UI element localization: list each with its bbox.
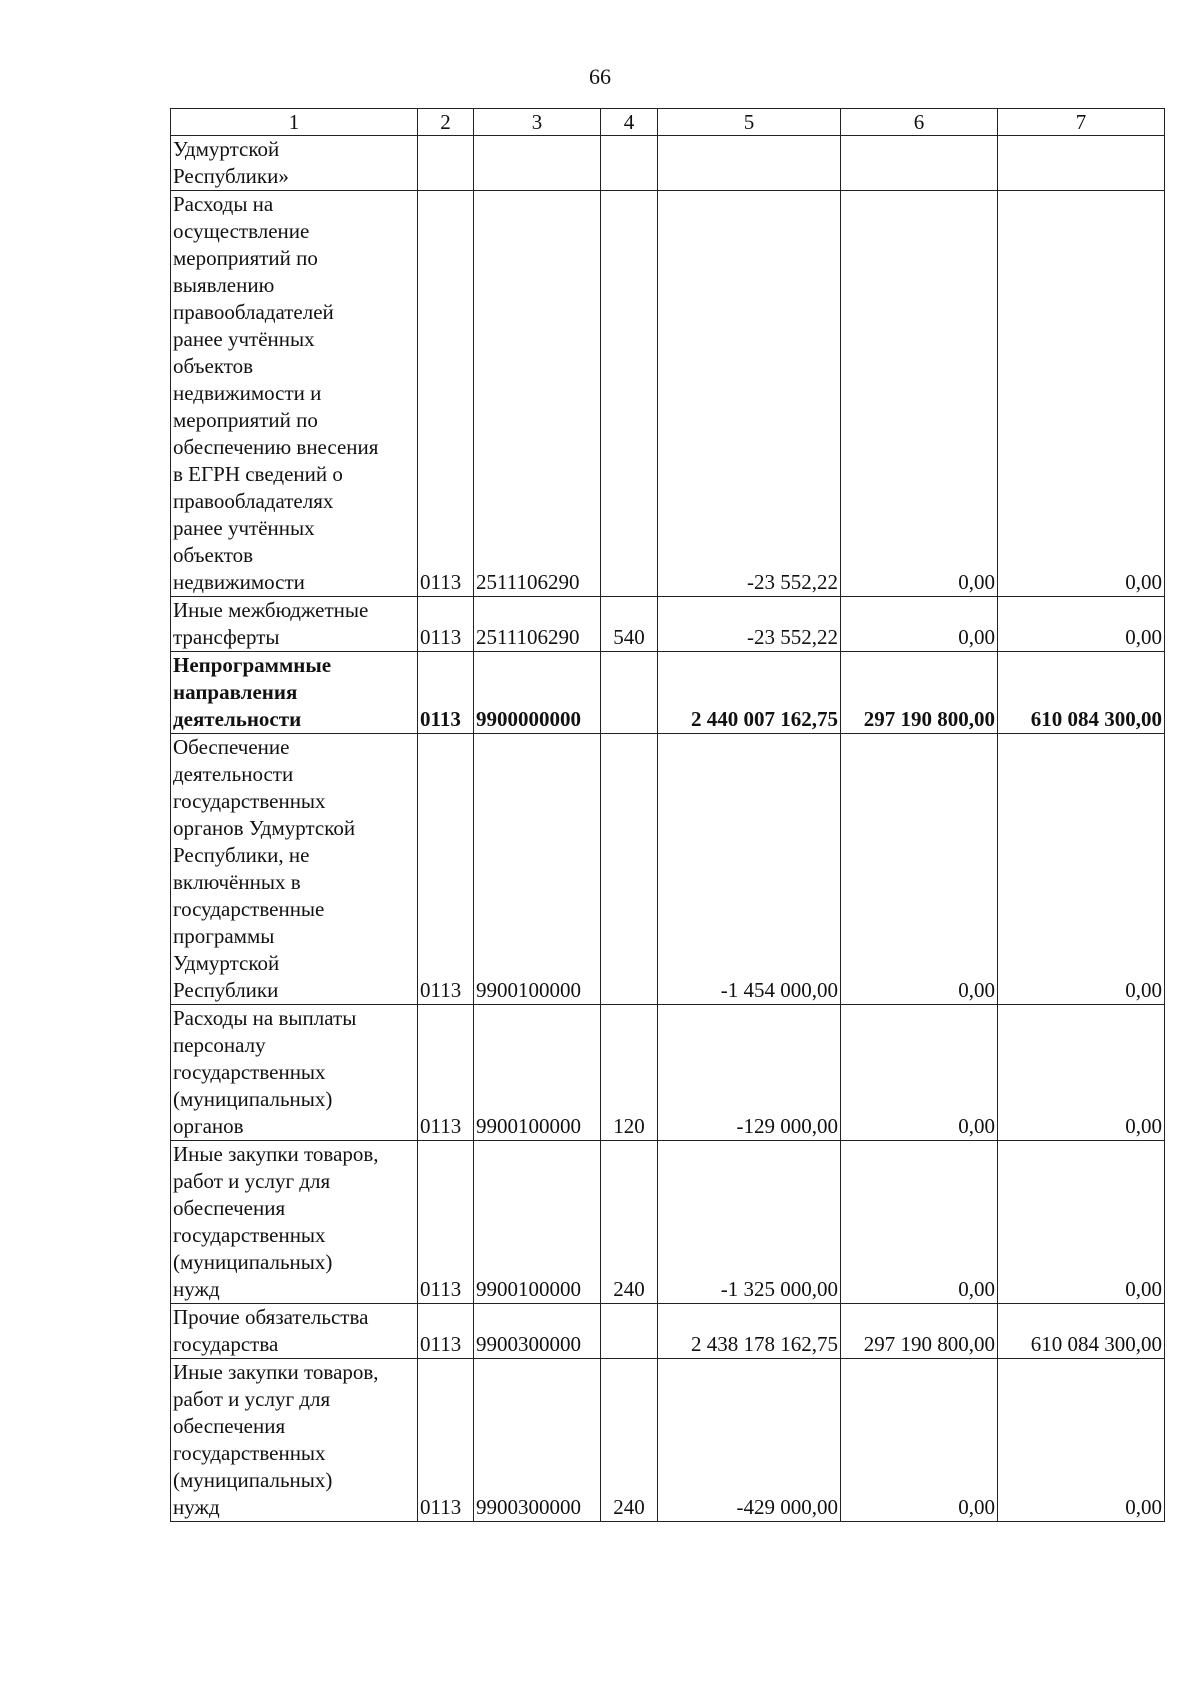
row-name — [171, 1141, 418, 1304]
amount-col5: 2 438 178 162,75 — [658, 1304, 841, 1359]
expense-type: 240 — [601, 1359, 658, 1522]
column-header: 4 — [601, 109, 658, 136]
row-name-line: мероприятий по — [173, 246, 318, 270]
row-name-line: правообладателях — [173, 489, 334, 513]
section-code: 0113 — [418, 1005, 474, 1141]
column-header: 3 — [474, 109, 601, 136]
table-row — [171, 1304, 1165, 1359]
amount-col7: 0,00 — [998, 597, 1165, 652]
amount-col5: -23 552,22 — [658, 597, 841, 652]
row-name — [171, 1304, 418, 1359]
row-name-line: объектов — [173, 354, 254, 378]
section-code: 0113 — [418, 191, 474, 597]
row-name-line: (муниципальных) — [173, 1087, 333, 1111]
row-name-line: включённых в — [173, 870, 301, 894]
table-row — [171, 1359, 1165, 1522]
section-code: 0113 — [418, 734, 474, 1005]
amount-col7: 0,00 — [998, 1005, 1165, 1141]
amount-col6: 0,00 — [841, 191, 998, 597]
expense-type: 120 — [601, 1005, 658, 1141]
section-code: 0113 — [418, 1141, 474, 1304]
row-name — [171, 1359, 418, 1522]
row-name-line: Непрограммные — [173, 653, 332, 677]
row-name-line: нужд — [173, 1277, 220, 1301]
target-code: 9900300000 — [474, 1304, 601, 1359]
target-code: 2511106290 — [474, 191, 601, 597]
row-name-line: Прочие обязательства — [173, 1305, 369, 1329]
amount-col7: 610 084 300,00 — [998, 1304, 1165, 1359]
row-name — [171, 652, 418, 734]
amount-col7 — [998, 136, 1165, 191]
target-code: 9900100000 — [474, 1141, 601, 1304]
row-name-line: обеспечения — [173, 1414, 286, 1438]
row-name-line: деятельности — [173, 707, 302, 731]
row-name-line: правообладателей — [173, 300, 334, 324]
row-name — [171, 734, 418, 1005]
expense-type — [601, 191, 658, 597]
column-header: 7 — [998, 109, 1165, 136]
amount-col7: 610 084 300,00 — [998, 652, 1165, 734]
amount-col5 — [658, 136, 841, 191]
table-row — [171, 1005, 1165, 1141]
row-name-line: органов Удмуртской — [173, 816, 356, 840]
row-name-line: в ЕГРН сведений о — [173, 462, 343, 486]
target-code: 9900000000 — [474, 652, 601, 734]
table-row — [171, 734, 1165, 1005]
row-name-line: государства — [173, 1332, 279, 1356]
amount-col6: 297 190 800,00 — [841, 1304, 998, 1359]
table-row — [171, 1141, 1165, 1304]
row-name-line: Иные межбюджетные — [173, 598, 369, 622]
row-name-line: Республики, не — [173, 843, 310, 867]
section-code — [418, 136, 474, 191]
amount-col6: 0,00 — [841, 734, 998, 1005]
row-name-line: ранее учтённых — [173, 327, 315, 351]
row-name-line: государственных — [173, 1060, 326, 1084]
amount-col5: 2 440 007 162,75 — [658, 652, 841, 734]
row-name-line: персоналу — [173, 1033, 266, 1057]
amount-col6: 0,00 — [841, 1005, 998, 1141]
amount-col6: 297 190 800,00 — [841, 652, 998, 734]
row-name-line: Обеспечение — [173, 735, 290, 759]
row-name-line: государственные — [173, 897, 325, 921]
amount-col7: 0,00 — [998, 191, 1165, 597]
row-name-line: (муниципальных) — [173, 1468, 333, 1492]
row-name-line: трансферты — [173, 625, 280, 649]
row-name-line: (муниципальных) — [173, 1250, 333, 1274]
amount-col6 — [841, 136, 998, 191]
row-name-line: государственных — [173, 789, 326, 813]
row-name-line: нужд — [173, 1495, 220, 1519]
target-code: 9900100000 — [474, 1005, 601, 1141]
row-name-line: выявлению — [173, 273, 275, 297]
table-body — [171, 136, 1165, 1522]
page-number: 66 — [589, 64, 611, 89]
row-name-line: Расходы на выплаты — [173, 1006, 357, 1030]
expense-type: 540 — [601, 597, 658, 652]
row-name-line: обеспечения — [173, 1196, 286, 1220]
row-name-line: недвижимости — [173, 570, 305, 594]
section-code: 0113 — [418, 1359, 474, 1522]
table-row — [171, 191, 1165, 597]
column-header: 1 — [171, 109, 418, 136]
row-name-line: недвижимости и — [173, 381, 322, 405]
row-name-line: деятельности — [173, 762, 294, 786]
column-header: 2 — [418, 109, 474, 136]
amount-col7: 0,00 — [998, 1141, 1165, 1304]
amount-col7: 0,00 — [998, 1359, 1165, 1522]
row-name — [171, 136, 418, 191]
row-name-line: осуществление — [173, 219, 310, 243]
expense-type — [601, 652, 658, 734]
row-name-line: государственных — [173, 1223, 326, 1247]
row-name-line: Республики — [173, 978, 279, 1002]
amount-col5: -1 454 000,00 — [658, 734, 841, 1005]
expense-type — [601, 734, 658, 1005]
row-name-line: Расходы на — [173, 192, 274, 216]
amount-col5: -1 325 000,00 — [658, 1141, 841, 1304]
row-name — [171, 1005, 418, 1141]
target-code: 9900300000 — [474, 1359, 601, 1522]
row-name-line: работ и услуг для — [173, 1387, 331, 1411]
row-name-line: работ и услуг для — [173, 1169, 331, 1193]
row-name-line: программы — [173, 924, 275, 948]
row-name-line: мероприятий по — [173, 408, 318, 432]
row-name-line: Республики» — [173, 164, 289, 188]
row-name-line: направления — [173, 680, 298, 704]
column-header: 6 — [841, 109, 998, 136]
expense-type — [601, 136, 658, 191]
expense-type — [601, 1304, 658, 1359]
section-code: 0113 — [418, 652, 474, 734]
section-code: 0113 — [418, 597, 474, 652]
row-name — [171, 597, 418, 652]
row-name-line: государственных — [173, 1441, 326, 1465]
table-row — [171, 597, 1165, 652]
row-name-line: органов — [173, 1114, 244, 1138]
amount-col6: 0,00 — [841, 1141, 998, 1304]
target-code: 9900100000 — [474, 734, 601, 1005]
amount-col7: 0,00 — [998, 734, 1165, 1005]
column-number-header — [171, 109, 1165, 136]
amount-col6: 0,00 — [841, 1359, 998, 1522]
target-code: 2511106290 — [474, 597, 601, 652]
budget-table — [170, 108, 1165, 1522]
column-header: 5 — [658, 109, 841, 136]
expense-type: 240 — [601, 1141, 658, 1304]
row-name-line: Иные закупки товаров, — [173, 1360, 379, 1384]
row-name — [171, 191, 418, 597]
row-name-line: ранее учтённых — [173, 516, 315, 540]
section-code: 0113 — [418, 1304, 474, 1359]
row-name-line: Удмуртской — [173, 951, 280, 975]
amount-col5: -429 000,00 — [658, 1359, 841, 1522]
target-code — [474, 136, 601, 191]
table-row — [171, 136, 1165, 191]
table-row — [171, 652, 1165, 734]
row-name-line: объектов — [173, 543, 254, 567]
row-name-line: Иные закупки товаров, — [173, 1142, 379, 1166]
amount-col5: -23 552,22 — [658, 191, 841, 597]
amount-col6: 0,00 — [841, 597, 998, 652]
amount-col5: -129 000,00 — [658, 1005, 841, 1141]
row-name-line: обеспечению внесения — [173, 435, 379, 459]
row-name-line: Удмуртской — [173, 137, 280, 161]
